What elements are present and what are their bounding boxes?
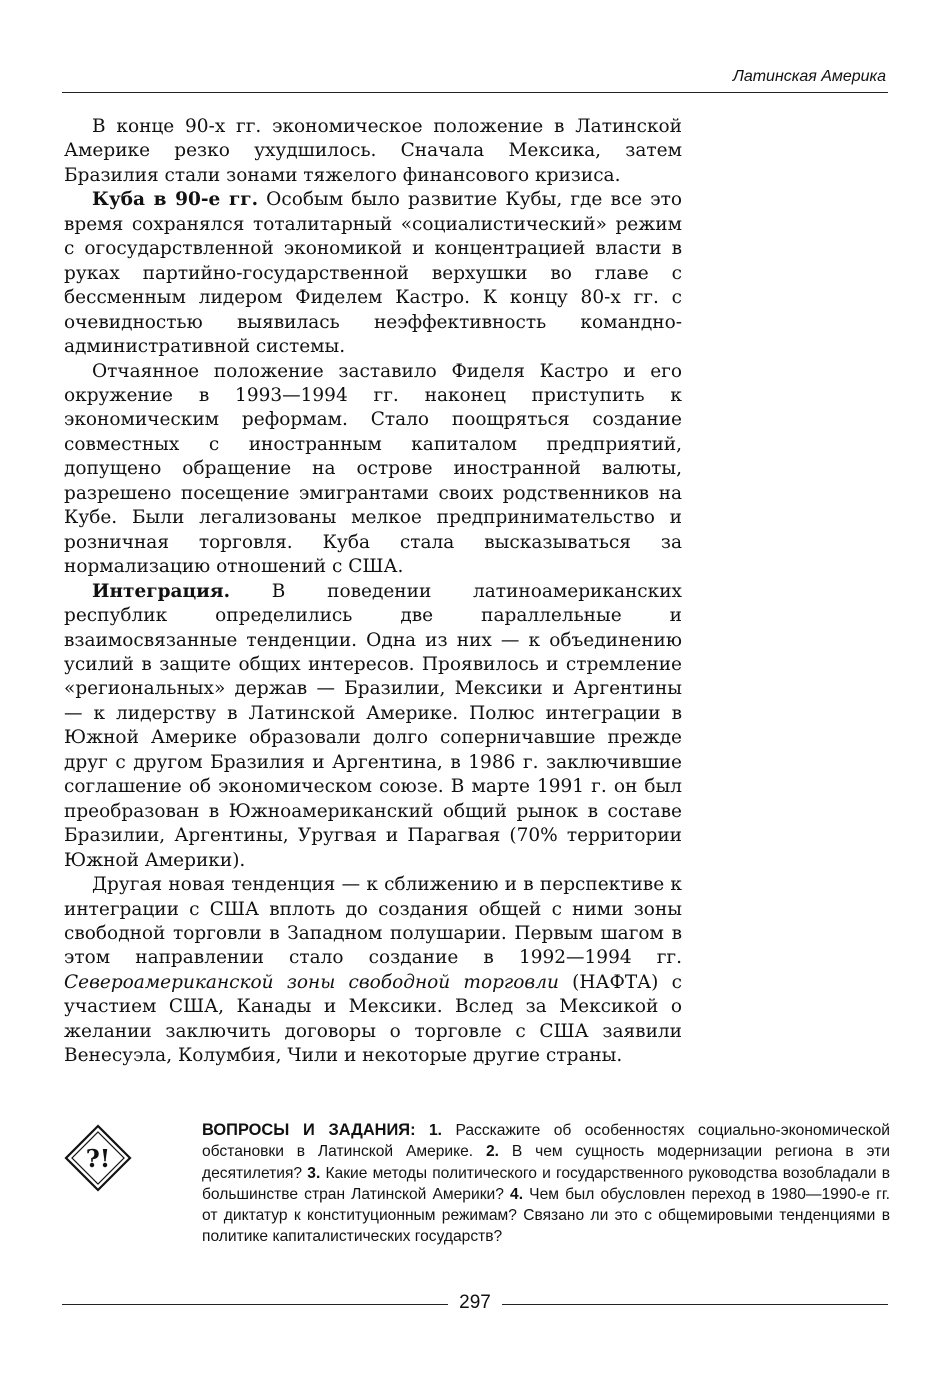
question-1-text: Расскажите об особенностях социально-экономической обстановки в Латинской Америке. <box>202 1122 891 1161</box>
footer-rule-left <box>62 1304 448 1305</box>
questions-icon <box>62 1122 134 1194</box>
footer-rule-right <box>502 1304 888 1305</box>
paragraph-cuba-text: Особым было развитие Кубы, где все это время сохранялся тоталитарный «социалистический» режим с огосударствленной экономикой и концентрацией власти в руках партийно-государственной верхушки во главе с бессменным лидером Фиделем Кастро. К концу 80-х гг. с очевидностью выявилась неэффективность командно-административной системы. <box>64 189 682 358</box>
question-3-number: 3. <box>307 1164 321 1182</box>
paragraph-nafta-italic: Североамериканской зоны свободной торговли <box>64 971 559 993</box>
paragraph-cuba <box>64 188 682 359</box>
paragraph-nafta-end: (НАФТА) с участием США, Канады и Мексики. Вслед за Мексикой о желании заключить договоры о торговле с США заявили Венесуэла, Колумбия, Чили и некоторые другие страны. <box>64 971 682 1067</box>
question-1-number: 1. <box>429 1122 443 1139</box>
question-4-number: 4. <box>510 1185 524 1203</box>
paragraph-integration-text: В поведении латиноамериканских республик определились две параллельные и взаимосвязанные тенденции. Одна из них — к объединению усилий в защите общих интересов. Проявилось и стремление «региональных» держав — Бразилии, Мексики и Аргентины — к лидерству в Латинской Америке. Полюс интеграции в Южной Америке образовали долго соперничавшие прежде друг с другом Бразилия и Аргентина, в 1986 г. заключившие соглашение об экономическом союзе. В марте 1991 г. он был преобразован в Южноамериканский общий рынок в составе Бразилии, Аргентины, Уругвая и Парагвая (70% территории Южной Америки). <box>64 580 682 871</box>
page-footer <box>62 1290 888 1320</box>
main-text <box>64 115 682 1069</box>
question-4-text: Чем был обусловлен переход в 1980—1990-е гг. от диктатур к конституционным режимам? Связано ли это с общемировыми тенденциями в политике капиталистических государств? <box>202 1185 890 1246</box>
paragraph-cuba-reforms: Отчаянное положение заставило Фиделя Кастро и его окружение в 1993—1994 гг. наконец приступить к экономическим реформам. Стало поощряться создание совместных с иностранным капиталом предприятий, допущено обращение на острове иностранной валюты, разрешено посещение эмигрантами своих родственников на Кубе. Были легализованы мелкое предпринимательство и розничная торговля. Куба стала высказываться за нормализацию отношений с США. <box>64 360 682 578</box>
paragraph-economic-situation: В конце 90-х гг. экономическое положение в Латинской Америке резко ухудшилось. Сначала Мексика, затем Бразилия стали зонами тяжелого финансового кризиса. <box>64 116 682 186</box>
running-header <box>62 64 888 93</box>
paragraph-integration <box>64 580 682 873</box>
questions-heading: ВОПРОСЫ И ЗАДАНИЯ: <box>202 1121 416 1139</box>
section-title: Латинская Америка <box>732 68 886 85</box>
question-2-number: 2. <box>485 1143 499 1161</box>
question-3-text: Какие методы политического и государственного руководства возобладали в большинстве стран Латинской Америки? <box>202 1164 891 1203</box>
page-number: 297 <box>459 1292 491 1313</box>
questions-block <box>202 1120 890 1248</box>
paragraph-cuba-heading: Куба в 90-е гг. <box>92 189 259 211</box>
paragraph-nafta-start: Другая новая тенденция — к сближению и в перспективе к интеграции с США вплоть до создания общей с ними зоны свободной торговли в Западном полушарии. Первым шагом в этом направлении стало создание в 1992—1994 гг. <box>64 874 682 969</box>
paragraph-nafta <box>64 873 682 1069</box>
question-2-text: В чем сущность модернизации региона в эти десятилетия? <box>202 1143 890 1182</box>
paragraph-integration-heading: Интеграция. <box>92 580 231 602</box>
questions-icon-label: ?! <box>85 1144 111 1173</box>
